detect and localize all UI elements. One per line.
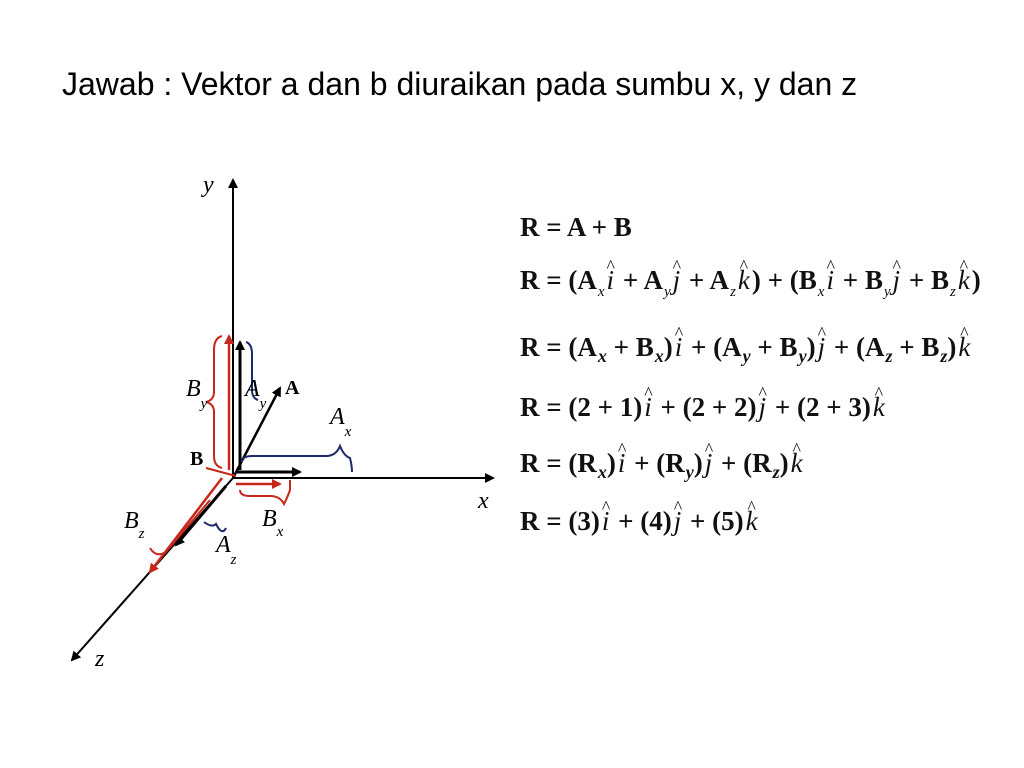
bz-brace — [150, 500, 210, 554]
vector-b-arrow — [206, 468, 236, 476]
ay-label: $A_y$ — [245, 376, 267, 412]
slide-title: Jawab : Vektor a dan b diuraikan pada sumbu x, y dan z — [62, 66, 858, 102]
az-label: $A_z$ — [216, 532, 237, 568]
az-brace — [204, 522, 226, 531]
equation-4: R = (2 + 1)^ i + (2 + 2)^ j + (2 + 3)^ k — [520, 392, 887, 422]
ax-brace — [242, 446, 352, 472]
vector-a-label: A — [285, 377, 300, 399]
y-axis-label: y — [203, 172, 214, 198]
x-axis-label: x — [478, 488, 489, 514]
by-brace — [206, 336, 222, 468]
equation-5: $R = (R_x)\^{}$ $i + (R_y)\^{}$ $j + (R_z)\^{}$ k — [520, 448, 805, 487]
ax-label: $A_x$ — [330, 404, 352, 440]
equation-2: $R = (A_x\^{}$ $i + A_y\^{}$ $j + A_z\^{}$ $k) + (B_x\^{}$ $i + B_y\^{}$ $j + B_z\^{}$ k) — [520, 265, 981, 307]
vector-b-label: B — [190, 448, 204, 470]
bx-label: $B_x$ — [262, 506, 284, 540]
bz-label: $B_z$ — [124, 508, 145, 542]
by-label: $B_y$ — [186, 376, 208, 412]
equation-1: R = A + B — [520, 212, 632, 242]
equation-6: R = (3)^ i + (4)^ j + (5)^ k — [520, 506, 760, 536]
equation-3: $R = (A_x$ + $B_x)\^{}$ $i + (A_y$ + $B_y)\^{}$ $j + (A_z$ + $B_z)\^{}$ k — [520, 332, 972, 371]
z-axis-label: z — [95, 646, 105, 672]
